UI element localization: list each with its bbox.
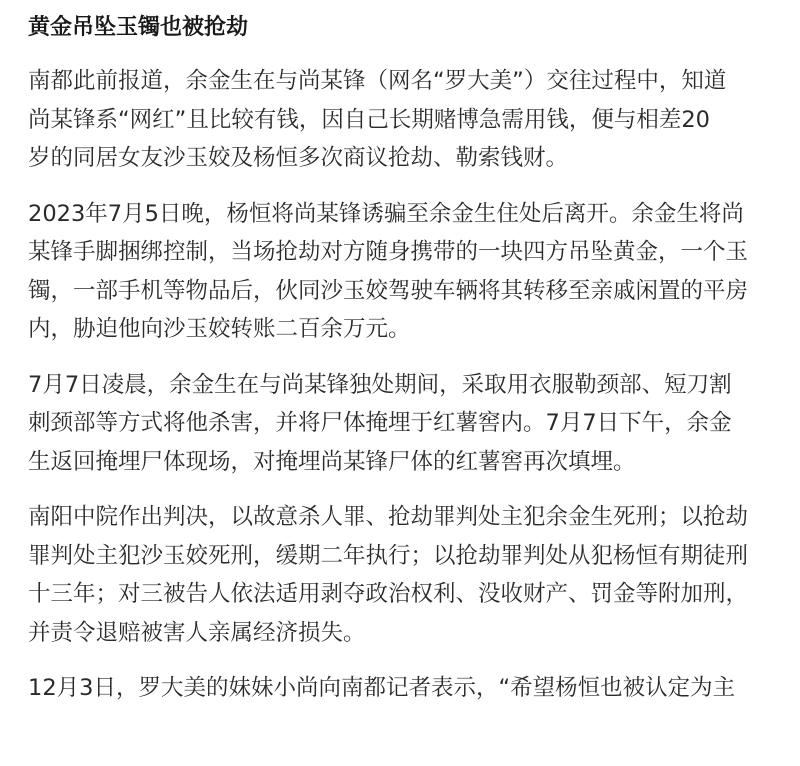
- article-paragraph: [28, 498, 792, 652]
- paragraph-line: 镯，一部手机等物品后，伙同沙玉姣驾驶车辆将其转移至亲戚闲置的平房: [28, 277, 749, 304]
- article-paragraph: [28, 669, 792, 708]
- paragraph-line: 7月7日凌晨，余金生在与尚某锋独处期间，采取用衣服勒颈部、短刀割: [28, 371, 732, 398]
- paragraph-line: 十三年；对三被告人依法适用剥夺政治权利、没收财产、罚金等附加刑，: [28, 581, 749, 607]
- paragraph-line: 刺颈部等方式将他杀害，并将尸体掩埋于红薯窖内。7月7日下午，余金: [28, 410, 732, 436]
- paragraph-line: 岁的同居女友沙玉姣及杨恒多次商议抢劫、勒索钱财。: [28, 145, 569, 171]
- paragraph-line: 12月3日，罗大美的妹妹小尚向南都记者表示，“希望杨恒也被认定为主: [28, 675, 736, 701]
- paragraph-line: 生返回掩埋尸体现场，对掩埋尚某锋尸体的红薯窖再次填埋。: [28, 448, 636, 475]
- article-paragraph: [28, 62, 792, 178]
- article-paragraph: [28, 366, 792, 482]
- paragraph-line: 内，胁迫他向沙玉姣转账二百余万元。: [28, 316, 411, 342]
- article-body: [28, 8, 792, 708]
- paragraph-line: 尚某锋系“网红”且比较有钱，因自己长期赌博急需用钱，便与相差20: [28, 106, 710, 133]
- article-paragraph: [28, 195, 792, 349]
- paragraph-line: 南阳中院作出判决，以故意杀人罪、抢劫罪判处主犯余金生死刑；以抢劫: [28, 504, 749, 530]
- article-headline: 黄金吊坠玉镯也被抢劫: [28, 15, 249, 40]
- paragraph-line: 并责令退赔被害人亲属经济损失。: [28, 619, 366, 646]
- paragraph-line: 某锋手脚捆绑控制，当场抢劫对方随身携带的一块四方吊坠黄金，一个玉: [28, 239, 749, 265]
- paragraph-line: 罪判处主犯沙玉姣死刑，缓期二年执行；以抢劫罪判处从犯杨恒有期徒刑: [28, 542, 749, 569]
- paragraph-line: 2023年7月5日晚，杨恒将尚某锋诱骗至余金生住处后离开。余金生将尚: [28, 200, 744, 227]
- paragraph-line: 南都此前报道，余金生在与尚某锋（网名“罗大美”）交往过程中，知道: [28, 68, 727, 94]
